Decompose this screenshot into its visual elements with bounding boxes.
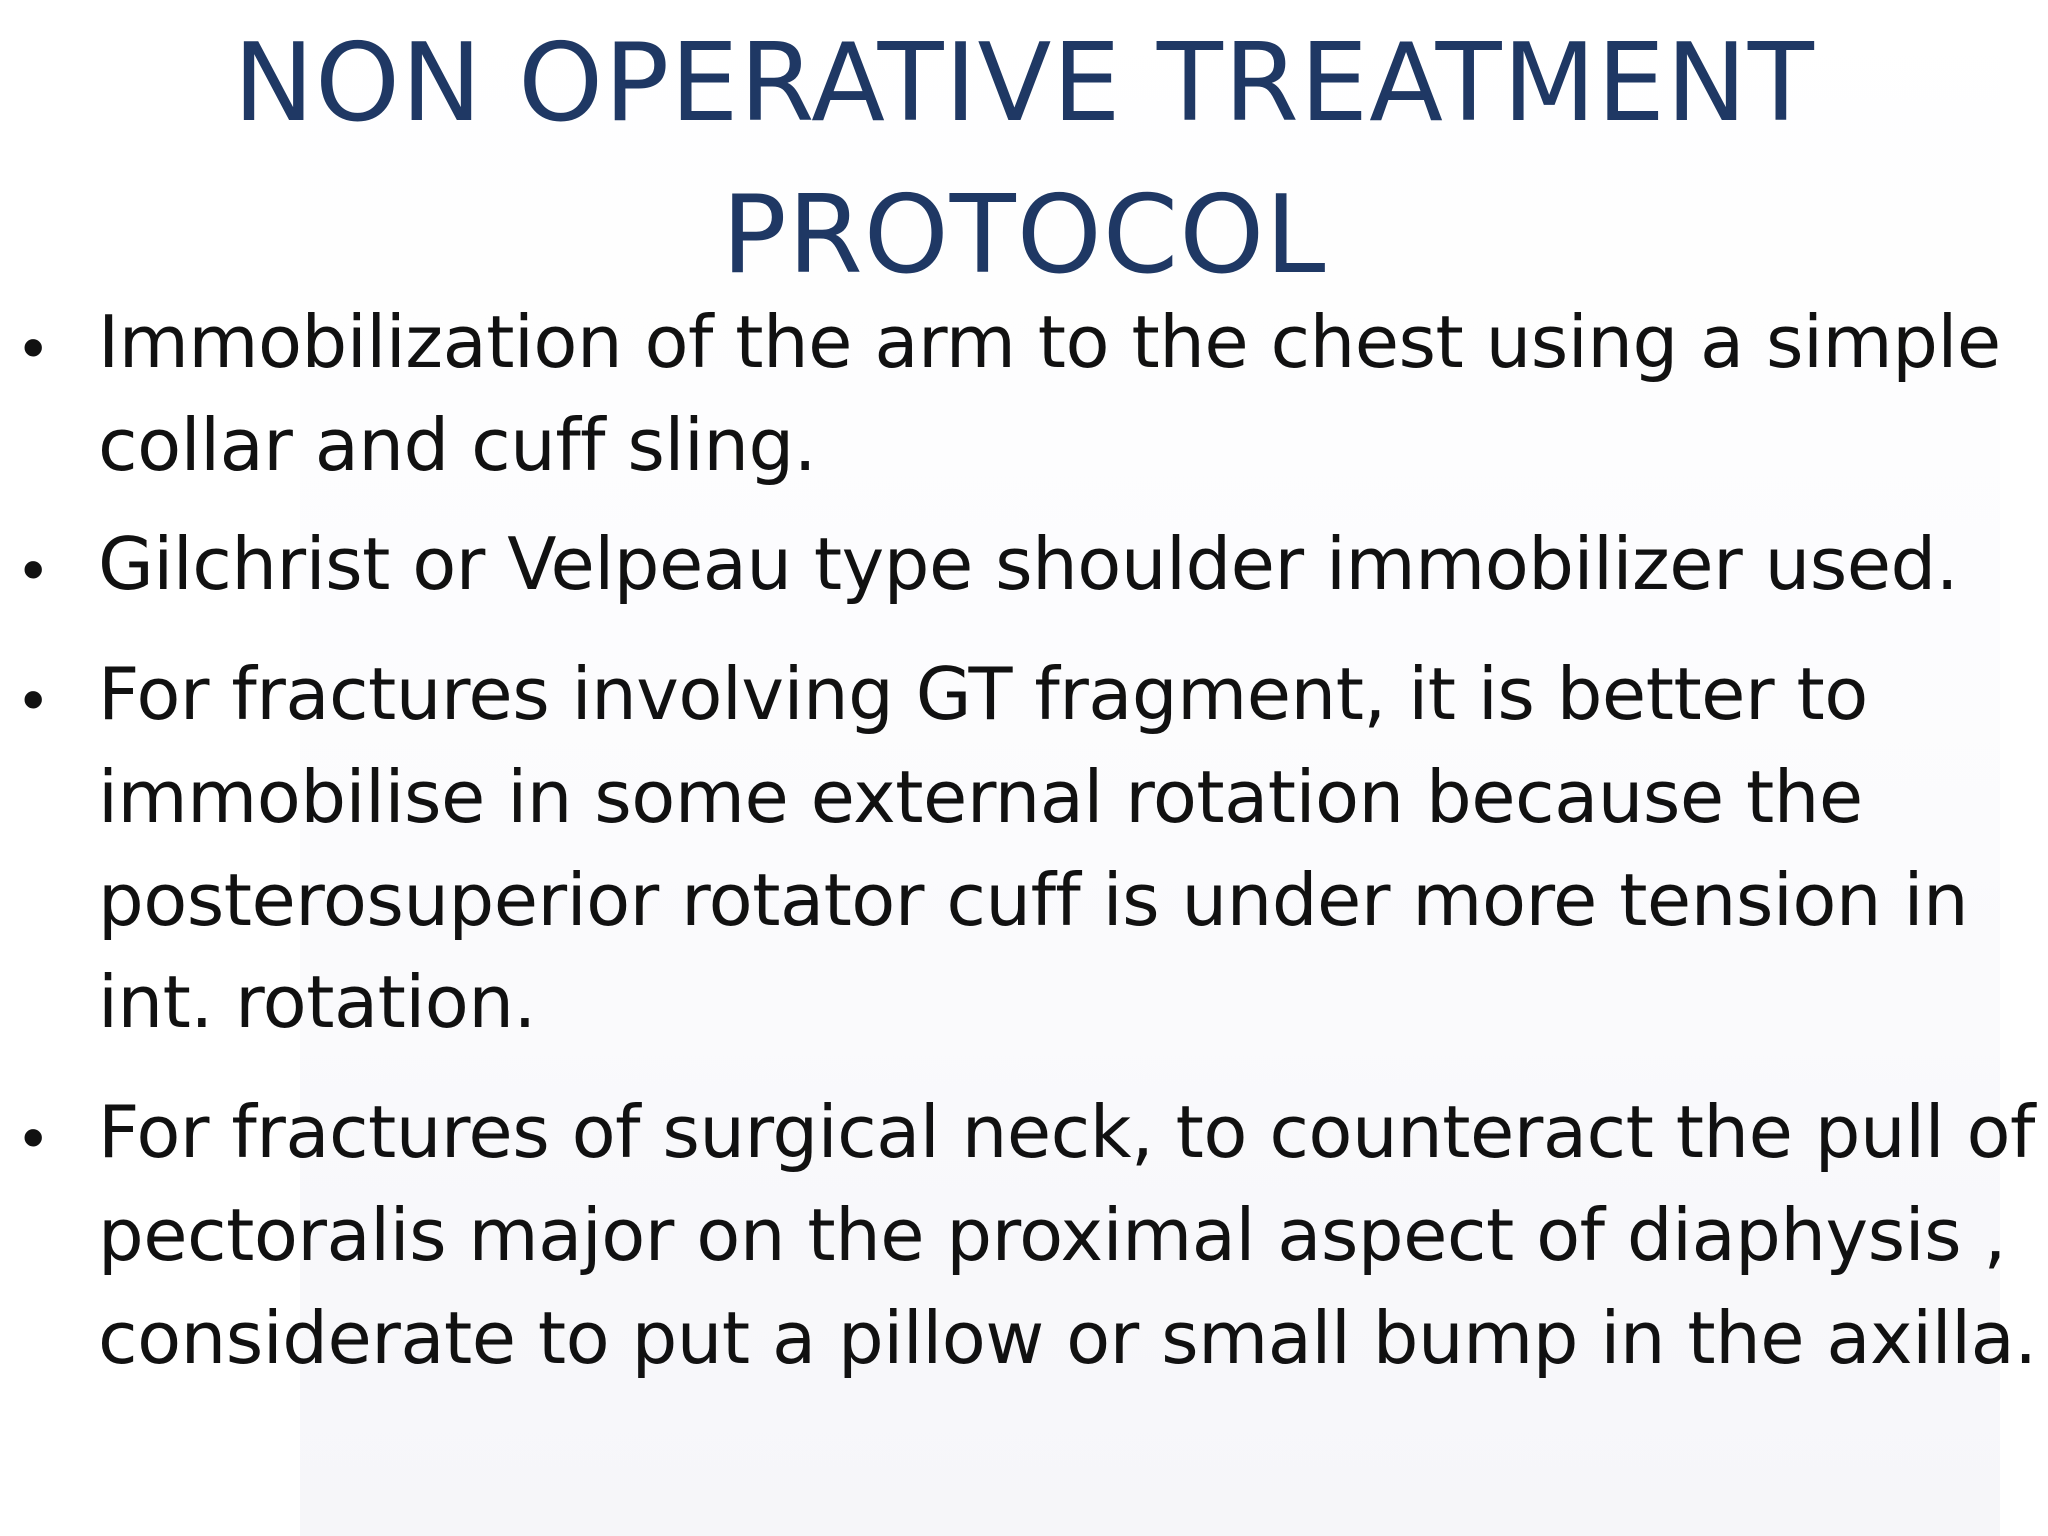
slide-title xyxy=(0,8,2048,312)
bullet-3-line-2: immobilise in some external rotation because the xyxy=(98,755,1863,839)
bullet-4-line-2: pectoralis major on the proximal aspect of diaphysis , xyxy=(98,1193,2006,1277)
title-line-1: NON OPERATIVE TREATMENT xyxy=(233,21,1815,146)
bullet-1-line-2: collar and cuff sling. xyxy=(98,403,817,487)
bullet-2-line-1: Gilchrist or Velpeau type shoulder immobilizer used. xyxy=(98,522,1959,606)
bullet-3-line-1: For fractures involving GT fragment, it is better to xyxy=(98,652,1868,736)
bullet-icon: • xyxy=(22,663,45,735)
title-line-2: PROTOCOL xyxy=(721,173,1327,298)
bullet-icon: • xyxy=(22,311,45,383)
bullet-4-line-3: considerate to put a pillow or small bump in the axilla. xyxy=(98,1296,2037,1380)
bullet-3-line-3: posterosuperior rotator cuff is under more tension in xyxy=(98,858,1969,942)
bullet-3-line-4: int. rotation. xyxy=(98,960,536,1044)
bullet-icon: • xyxy=(22,533,45,605)
bullet-4-line-1: For fractures of surgical neck, to counteract the pull of xyxy=(98,1090,2035,1174)
bullet-1-line-1: Immobilization of the arm to the chest using a simple xyxy=(98,300,2001,384)
bullet-icon: • xyxy=(22,1101,45,1173)
